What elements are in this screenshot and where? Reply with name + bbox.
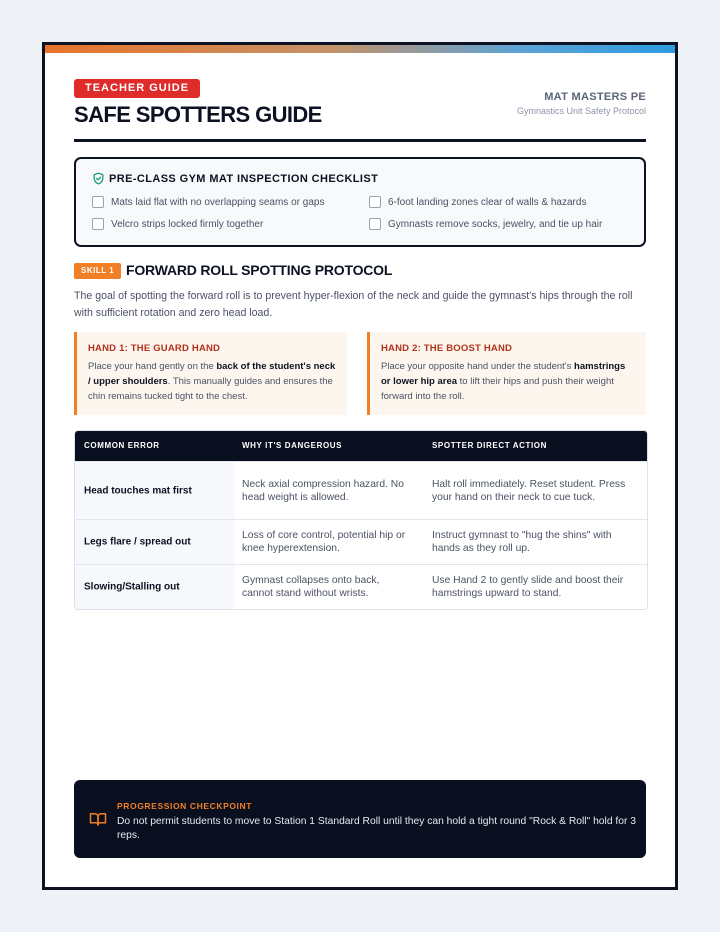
hand-text: Place your hand gently on the — [88, 361, 217, 372]
brand-name: MAT MASTERS PE — [544, 91, 646, 103]
checklist-item[interactable] — [369, 196, 586, 208]
checklist-item[interactable] — [92, 218, 263, 230]
checklist-heading — [92, 172, 378, 185]
table-row — [75, 461, 647, 519]
skill-badge: SKILL 1 — [74, 263, 121, 279]
error-table — [74, 430, 648, 610]
brand-subtitle: Gymnastics Unit Safety Protocol — [516, 106, 646, 116]
hand-text: Place your opposite hand under the student's — [381, 361, 575, 372]
shield-check-icon — [92, 172, 105, 185]
checklist-title: PRE-CLASS GYM MAT INSPECTION CHECKLIST — [109, 173, 379, 185]
table-cell: Halt roll immediately. Reset student. Press your hand on their neck to cue tuck. — [432, 478, 626, 503]
checklist-item-label: 6-foot landing zones clear of walls & hazards — [388, 197, 587, 208]
table-row — [75, 564, 647, 609]
error-label: Slowing/Stalling out — [84, 581, 180, 593]
hand-text: to lift their hips and push their weight forward into the roll. — [381, 376, 614, 402]
hand-card-body — [88, 359, 338, 404]
error-label: Head touches mat first — [84, 485, 192, 496]
guide-page — [42, 42, 678, 890]
hand-text: . This manually guides and ensures the chin remains tucked tight to the chest. — [88, 376, 333, 402]
column-header: SPOTTER DIRECT ACTION — [432, 441, 547, 450]
checkbox[interactable] — [369, 218, 381, 230]
checklist-item[interactable] — [92, 196, 324, 208]
error-label: Legs flare / spread out — [84, 536, 191, 548]
table-cell: Use Hand 2 to gently slide and boost their hamstrings upward to stand. — [432, 575, 624, 599]
callout-title: PROGRESSION CHECKPOINT — [117, 801, 253, 811]
checklist-item-label: Gymnasts remove socks, jewelry, and tie up hair — [388, 219, 603, 230]
table-cell: Loss of core control, potential hip or knee hyperextension. — [242, 530, 406, 554]
open-book-icon — [89, 811, 107, 827]
inspection-checklist — [74, 157, 646, 247]
hand-emphasis: back of the student's neck / upper shoulders — [88, 361, 336, 387]
table-cell — [75, 565, 234, 609]
skill-title: FORWARD ROLL SPOTTING PROTOCOL — [126, 262, 393, 278]
gradient-top-bar — [45, 45, 675, 53]
skill-intro: The goal of spotting the forward roll is to prevent hyper-flexion of the neck and guide the gymnast's hips through the roll with sufficient rotation and zero head load. — [74, 290, 633, 319]
table-cell: Gymnast collapses onto back, cannot stand without wrists. — [242, 575, 380, 599]
guard-hand-card — [74, 332, 347, 415]
column-header: WHY IT'S DANGEROUS — [242, 441, 343, 450]
hand-emphasis: hamstrings or lower hip area — [381, 361, 626, 387]
teacher-guide-badge: TEACHER GUIDE — [74, 79, 200, 98]
hand-card-body — [381, 359, 631, 404]
page-title: SAFE SPOTTERS GUIDE — [74, 102, 322, 127]
progression-callout — [74, 780, 646, 858]
hand-card-title: HAND 2: THE BOOST HAND — [381, 343, 513, 354]
checkbox[interactable] — [369, 196, 381, 208]
column-header: COMMON ERROR — [84, 441, 160, 450]
header-divider — [74, 139, 646, 142]
checkbox[interactable] — [92, 196, 104, 208]
hand-card-title: HAND 1: THE GUARD HAND — [88, 343, 221, 354]
table-cell: Neck axial compression hazard. No head weight is allowed. — [242, 478, 404, 503]
table-header — [75, 431, 647, 461]
checklist-item-label: Mats laid flat with no overlapping seams or gaps — [111, 197, 325, 208]
callout-body: Do not permit students to move to Station 1 Standard Roll until they can hold a tight round "Rock & Roll" hold for 3 reps. — [117, 816, 637, 841]
table-cell: Instruct gymnast to "hug the shins" with hands as they roll up. — [432, 530, 612, 554]
brand-block — [517, 91, 646, 116]
checklist-item[interactable] — [369, 218, 602, 230]
table-cell — [75, 462, 234, 519]
checkbox[interactable] — [92, 218, 104, 230]
table-row — [75, 519, 647, 564]
boost-hand-card — [367, 332, 646, 415]
checklist-item-label: Velcro strips locked firmly together — [111, 219, 264, 230]
table-cell — [75, 520, 234, 564]
